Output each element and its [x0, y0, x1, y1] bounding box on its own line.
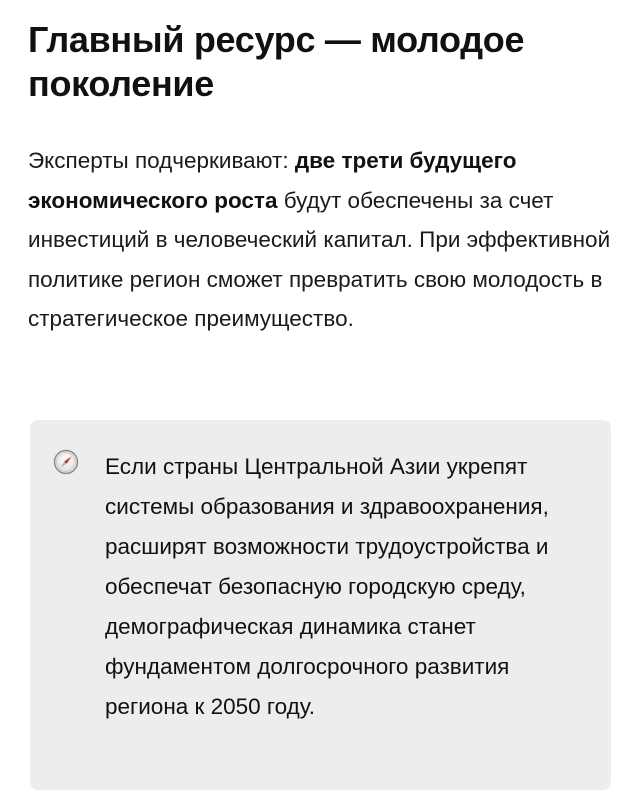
compass-icon — [53, 449, 79, 475]
paragraph-rest: будут обеспечены за счет инвестиций в человеческий капитал. При эффективной политике регион сможет превратить свою молодость в стратегическое преимущество. — [28, 187, 611, 331]
callout-box — [30, 420, 611, 790]
paragraph-emphasis: две трети будущего экономического роста — [28, 148, 517, 213]
callout-text: Если страны Центральной Азии укрепят системы образования и здравоохранения, расширят возможности трудоустройства и обеспечат безопасную городскую среду, демографическая динамика станет фундаментом долгосрочного развития региона к 2050 году. — [105, 454, 549, 719]
article-paragraph — [28, 141, 616, 339]
article — [28, 18, 616, 339]
paragraph-lead: Эксперты подчеркивают: — [28, 148, 295, 173]
article-title: Главный ресурс — молодое поколение — [28, 19, 525, 104]
